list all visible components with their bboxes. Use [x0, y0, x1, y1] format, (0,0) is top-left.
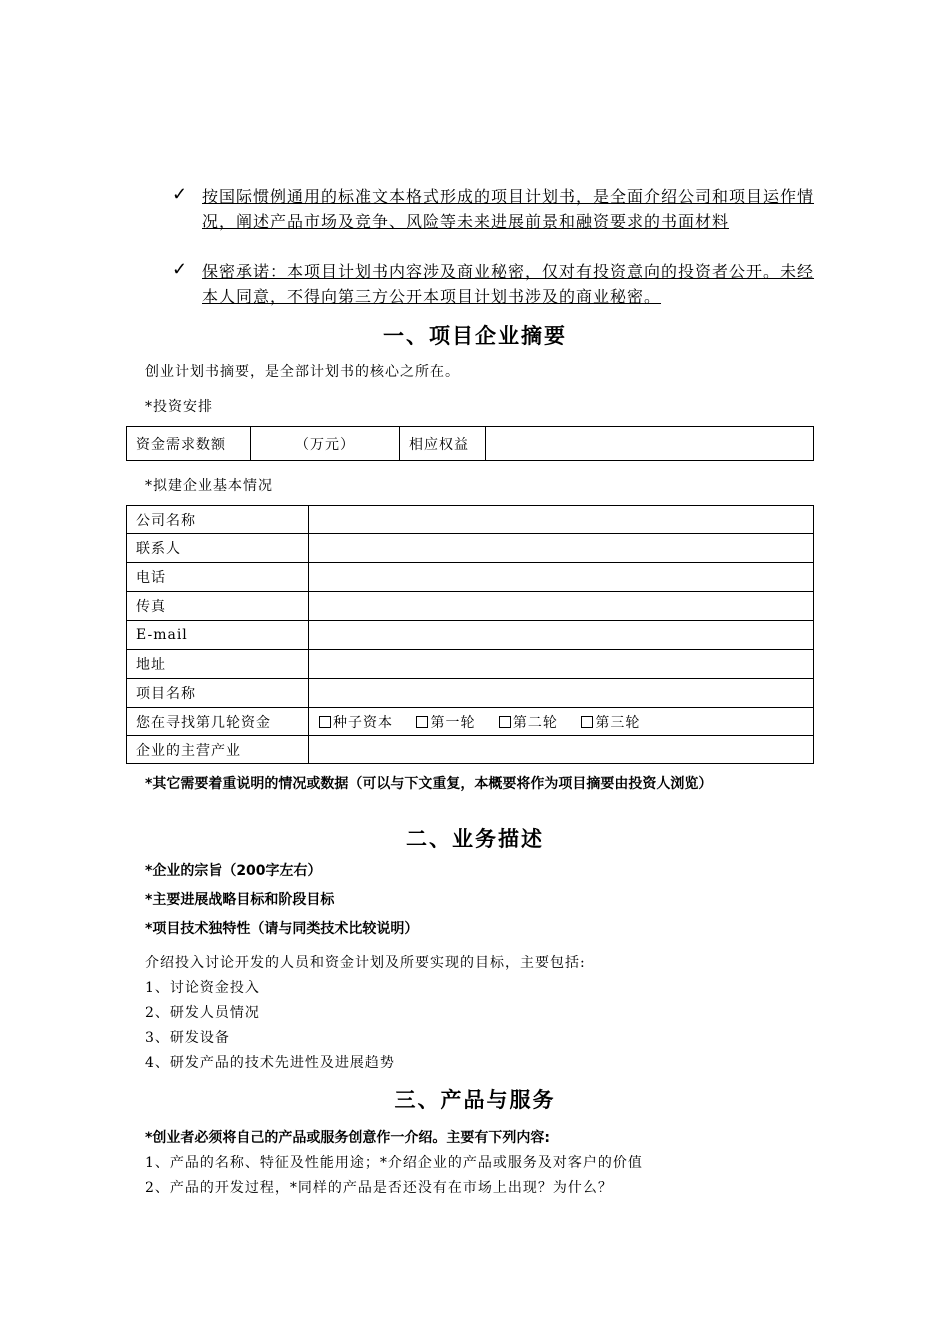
section2-title: 二、业务描述 [406, 827, 544, 851]
section3-title: 三、产品与服务 [394, 1088, 556, 1112]
row-label-fax: 传真 [127, 592, 309, 621]
checkbox-icon[interactable] [581, 716, 593, 728]
address-field[interactable] [309, 650, 814, 679]
intro-bullet-1: 按国际惯例通用的标准文本格式形成的项目计划书，是全面介绍公司和项目运作情况，阐述产品市场及竞争、风险等未来进展前景和融资要求的书面材料 [202, 187, 815, 231]
contact-field[interactable] [309, 534, 814, 563]
round-option-seed[interactable]: 种子资本 [319, 712, 393, 732]
row-label-main-industry: 企业的主营产业 [127, 736, 309, 764]
company-table [126, 505, 814, 764]
row-label-project-name: 项目名称 [127, 679, 309, 708]
section1-title: 一、项目企业摘要 [383, 324, 567, 348]
section1-desc: 创业计划书摘要，是全部计划书的核心之所在。 [145, 364, 460, 380]
list-item: 3、研发设备 [145, 1030, 230, 1046]
list-item: 1、讨论资金投入 [145, 980, 260, 996]
company-name-field[interactable] [309, 506, 814, 534]
row-label-email: E-mail [127, 621, 309, 650]
company-info-label: *拟建企业基本情况 [145, 478, 273, 494]
invest-label: *投资安排 [145, 399, 213, 415]
section3-bold-1: *创业者必须将自己的产品或服务创意作一介绍。主要有下列内容: [145, 1130, 550, 1146]
funding-round-options [309, 708, 814, 736]
phone-field[interactable] [309, 563, 814, 592]
row-label-phone: 电话 [127, 563, 309, 592]
checkbox-icon[interactable] [499, 716, 511, 728]
section2-bold-3: *项目技术独特性（请与同类技术比较说明） [145, 921, 419, 937]
list-item: 4、研发产品的技术先进性及进展趋势 [145, 1055, 395, 1071]
fax-field[interactable] [309, 592, 814, 621]
email-field[interactable] [309, 621, 814, 650]
invest-unit-label: （万元） [251, 427, 400, 461]
equity-label: 相应权益 [400, 427, 486, 461]
list-item: 1、产品的名称、特征及性能用途；*介绍企业的产品或服务及对客户的价值 [145, 1155, 643, 1171]
round-option-third[interactable]: 第三轮 [581, 712, 640, 732]
row-label-company-name: 公司名称 [127, 506, 309, 534]
intro-bullet-2: 保密承诺：本项目计划书内容涉及商业秘密，仅对有投资意向的投资者公开。未经本人同意，不得向第三方公开本项目计划书涉及的商业秘密。 [202, 262, 815, 306]
check-icon: ✓ [172, 259, 188, 280]
round-option-first[interactable]: 第一轮 [416, 712, 475, 732]
section2-desc: 介绍投入讨论开发的人员和资金计划及所要实现的目标，主要包括: [145, 955, 586, 971]
row-label-funding-round: 您在寻找第几轮资金 [127, 708, 309, 736]
row-label-address: 地址 [127, 650, 309, 679]
project-name-field[interactable] [309, 679, 814, 708]
section2-bold-1: *企业的宗旨（200字左右） [145, 863, 322, 879]
section2-bold-2: *主要进展战略目标和阶段目标 [145, 892, 335, 908]
invest-amount-label: 资金需求数额 [127, 427, 251, 461]
round-option-second[interactable]: 第二轮 [499, 712, 558, 732]
section1-note: *其它需要着重说明的情况或数据（可以与下文重复，本概要将作为项目摘要由投资人浏览） [145, 776, 713, 792]
checkbox-icon[interactable] [319, 716, 331, 728]
checkbox-icon[interactable] [416, 716, 428, 728]
equity-value[interactable] [486, 427, 814, 461]
row-label-contact: 联系人 [127, 534, 309, 563]
list-item: 2、研发人员情况 [145, 1005, 260, 1021]
list-item: 2、产品的开发过程，*同样的产品是否还没有在市场上出现？为什么？ [145, 1180, 613, 1196]
invest-table [126, 426, 814, 461]
check-icon: ✓ [172, 184, 188, 205]
main-industry-field[interactable] [309, 736, 814, 764]
